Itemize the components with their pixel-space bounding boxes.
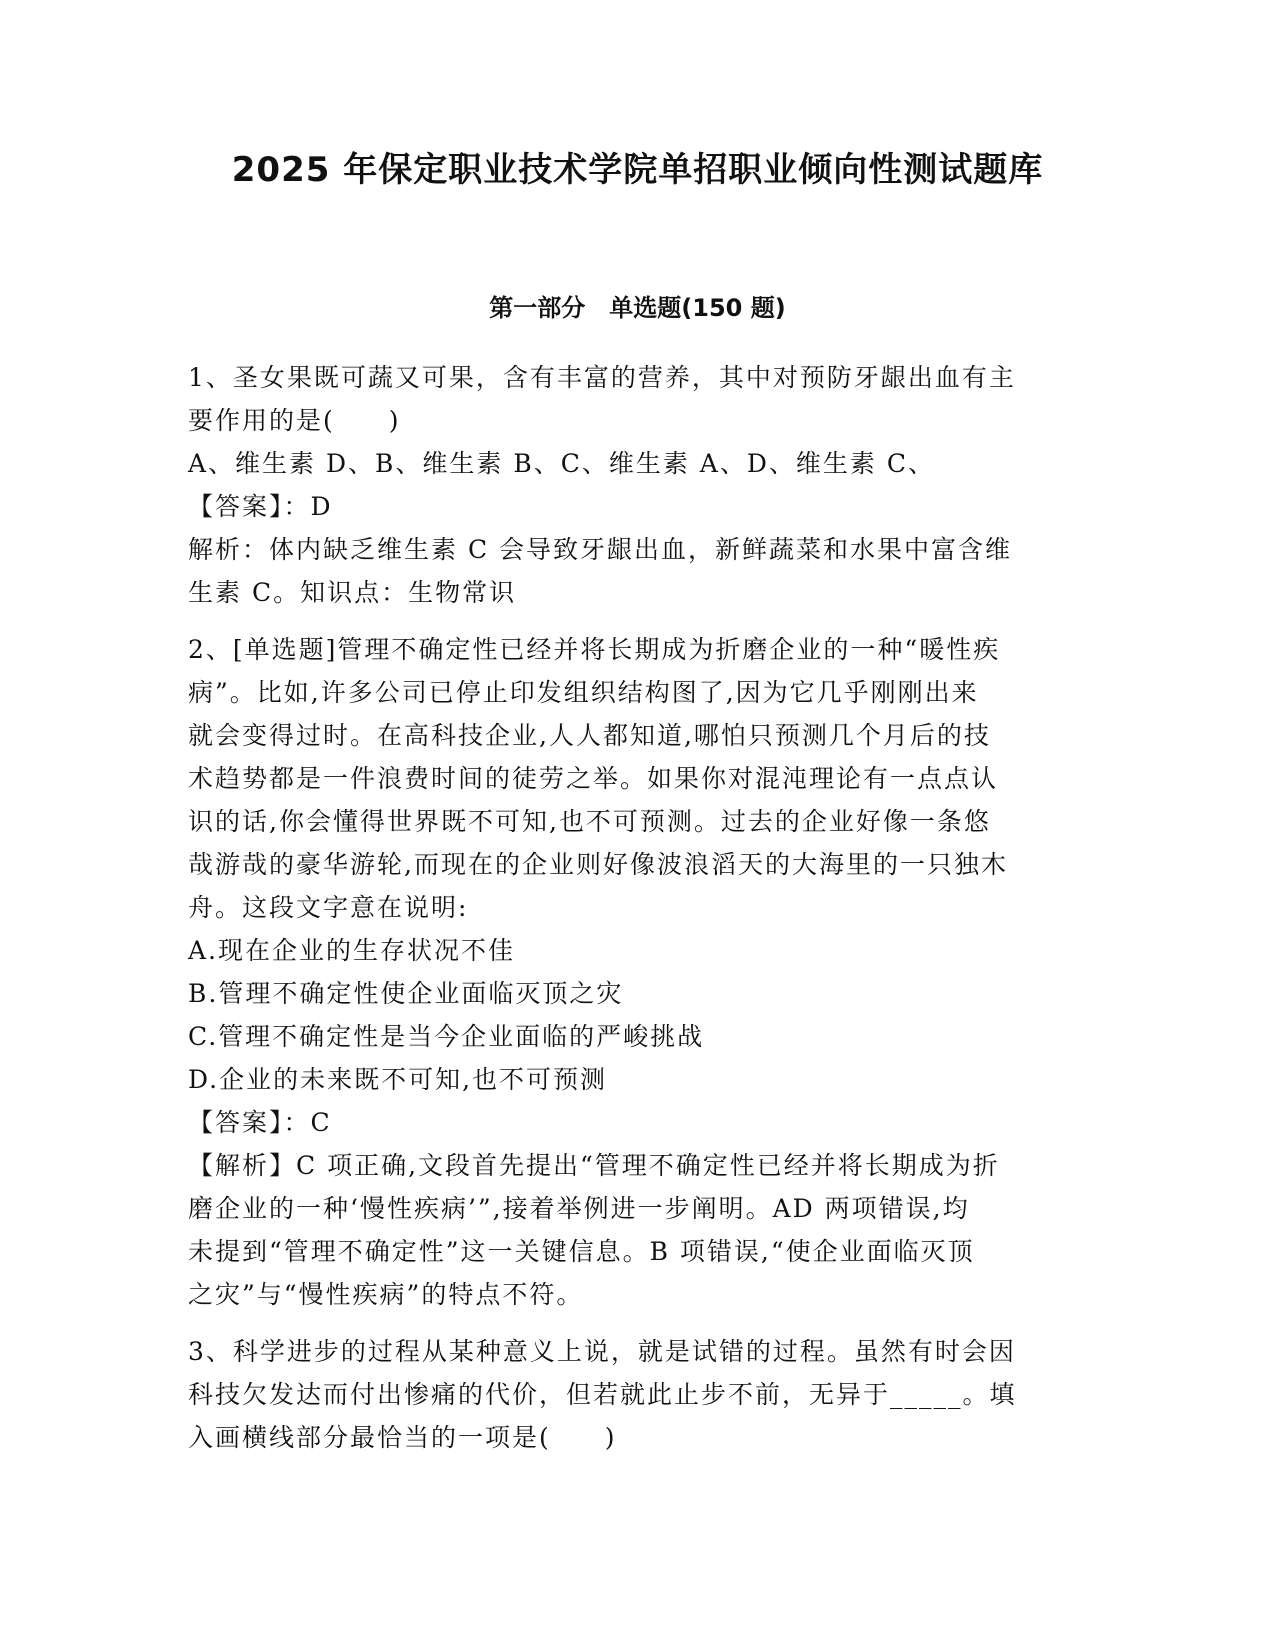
question-3-stem-line: 3、科学进步的过程从某种意义上说，就是试错的过程。虽然有时会因 — [188, 1337, 1016, 1366]
question-2-stem-line: 识的话,你会懂得世界既不可知,也不可预测。过去的企业好像一条悠 — [188, 807, 991, 836]
question-2-explanation-line: 之灾”与“慢性疾病”的特点不符。 — [188, 1280, 584, 1309]
question-3-stem-line: 入画横线部分最恰当的一项是( ) — [188, 1423, 617, 1452]
question-2-option-a: A.现在企业的生存状况不佳 — [188, 936, 516, 965]
question-3-stem-line: 科技欠发达而付出惨痛的代价，但若就此止步不前，无异于_____。填 — [188, 1380, 1017, 1409]
question-2-stem-line: 哉游哉的豪华游轮,而现在的企业则好像波浪滔天的大海里的一只独木 — [188, 850, 1008, 879]
question-2-stem-line: 2、[单选题]管理不确定性已经并将长期成为折磨企业的一种“暖性疾 — [188, 635, 1001, 664]
question-2-explanation-line: 磨企业的一种‘慢性疾病’”,接着举例进一步阐明。AD 两项错误,均 — [188, 1194, 970, 1223]
question-2-explanation-line: 未提到“管理不确定性”这一关键信息。B 项错误,“使企业面临灭顶 — [188, 1237, 975, 1266]
question-1-stem-line: 要作用的是( ) — [188, 406, 401, 435]
question-3 — [188, 1330, 1080, 1459]
question-2-option-c: C.管理不确定性是当今企业面临的严峻挑战 — [188, 1022, 705, 1051]
question-1-stem-line: 1、圣女果既可蔬又可果，含有丰富的营养，其中对预防牙龈出血有主 — [188, 363, 1016, 392]
question-2 — [188, 628, 1080, 1316]
question-list — [188, 356, 1080, 1473]
question-1-options: A、维生素 D、B、维生素 B、C、维生素 A、D、维生素 C、 — [188, 449, 935, 478]
question-2-stem-line: 就会变得过时。在高科技企业,人人都知道,哪怕只预测几个月后的技 — [188, 721, 991, 750]
question-1-answer: 【答案】：D — [188, 492, 333, 521]
question-1 — [188, 356, 1080, 614]
question-2-stem-line: 术趋势都是一件浪费时间的徒劳之举。如果你对混沌理论有一点点认 — [188, 764, 999, 793]
question-2-stem-line: 舟。这段文字意在说明: — [188, 893, 469, 922]
question-2-answer: 【答案】：C — [188, 1108, 332, 1137]
document-title: 2025 年保定职业技术学院单招职业倾向性测试题库 — [231, 150, 1044, 190]
question-2-option-b: B.管理不确定性使企业面临灭顶之灾 — [188, 979, 624, 1008]
question-1-explanation-line: 生素 C。知识点：生物常识 — [188, 578, 517, 607]
section-title: 第一部分 单选题(150 题) — [489, 294, 786, 322]
question-1-explanation-line: 解析：体内缺乏维生素 C 会导致牙龈出血，新鲜蔬菜和水果中富含维 — [188, 535, 1013, 564]
question-2-option-d: D.企业的未来既不可知,也不可预测 — [188, 1065, 608, 1094]
question-2-stem-line: 病”。比如,许多公司已停止印发组织结构图了,因为它几乎刚刚出来 — [188, 678, 979, 707]
question-2-explanation-line: 【解析】C 项正确,文段首先提出“管理不确定性已经并将长期成为折 — [188, 1151, 1000, 1180]
